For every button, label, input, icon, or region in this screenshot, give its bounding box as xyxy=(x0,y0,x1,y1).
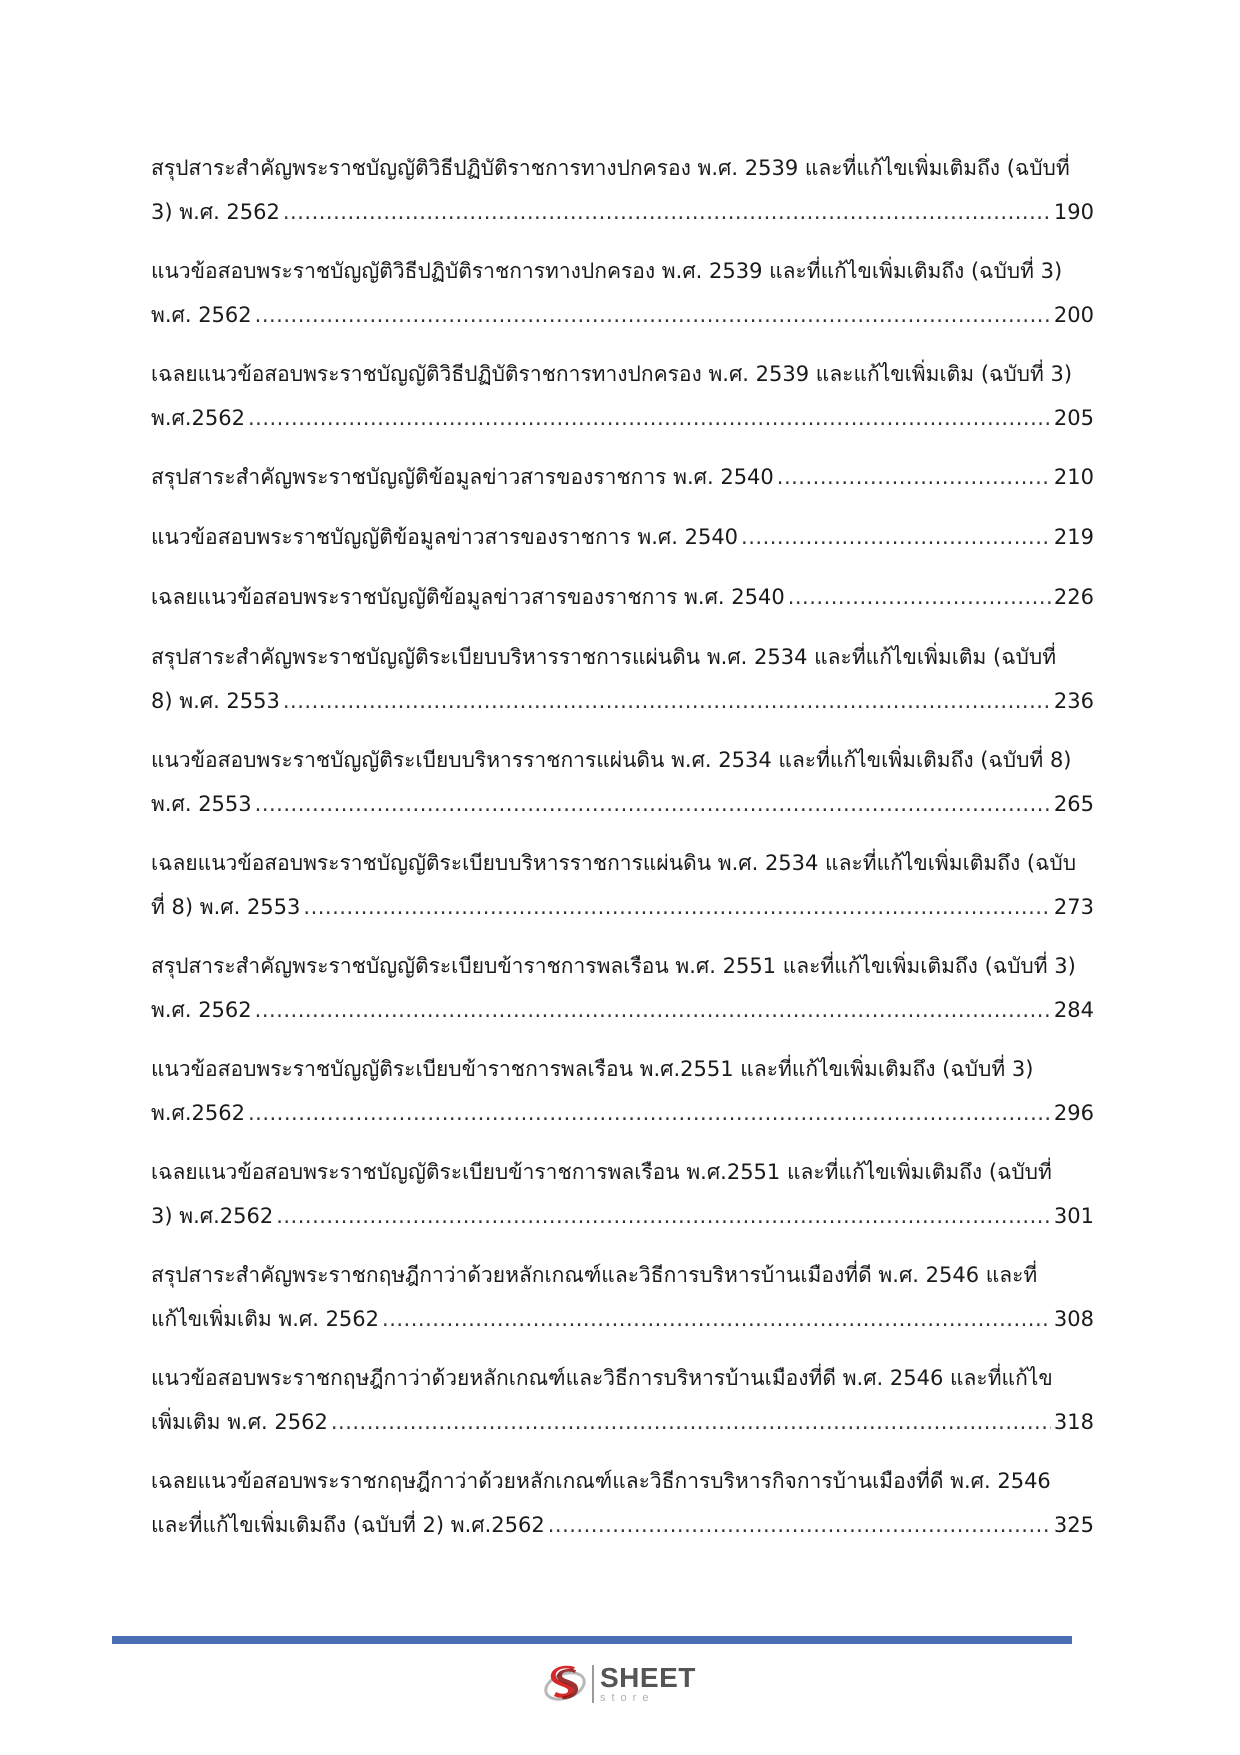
toc-entry-title: เฉลยแนวข้อสอบพระราชกฤษฎีกาว่าด้วยหลักเกณฑ์และวิธีการบริหารกิจการบ้านเมืองที่ดี พ.ศ. 2546 xyxy=(151,1469,1051,1493)
sheet-store-s-logo-icon xyxy=(542,1661,588,1707)
toc-entry-title-end: พ.ศ.2562 xyxy=(151,1101,245,1125)
toc-entry[interactable] xyxy=(151,944,1094,1032)
toc-entry[interactable] xyxy=(151,1047,1094,1135)
toc-entry-title-end: เพิ่มเติม พ.ศ. 2562 xyxy=(151,1410,328,1434)
logo-word: SHEET xyxy=(600,1662,696,1693)
toc-entry[interactable] xyxy=(151,455,1094,499)
toc-entry-last-line xyxy=(151,1400,1094,1444)
toc-page-number: 284 xyxy=(1053,998,1094,1022)
toc-entry[interactable] xyxy=(151,249,1094,337)
toc-entry-last-line xyxy=(151,575,1094,619)
toc-entry-title-end: ที่ 8) พ.ศ. 2553 xyxy=(151,895,301,919)
toc-entry[interactable] xyxy=(151,841,1094,929)
toc-entry[interactable] xyxy=(151,635,1094,723)
toc-entry-last-line xyxy=(151,190,1094,234)
toc-entry[interactable] xyxy=(151,352,1094,440)
toc-entry-title: เฉลยแนวข้อสอบพระราชบัญญัติระเบียบข้าราชการพลเรือน พ.ศ.2551 และที่แก้ไขเพิ่มเติมถึง (ฉบับที่ xyxy=(151,1160,1052,1184)
dot-leader xyxy=(303,885,1051,929)
toc-entry[interactable] xyxy=(151,738,1094,826)
dot-leader xyxy=(283,679,1051,723)
toc-entry-title-end: พ.ศ.2562 xyxy=(151,406,245,430)
sheet-store-logo xyxy=(542,1656,696,1712)
toc-page-number: 273 xyxy=(1053,895,1094,919)
dot-leader xyxy=(283,190,1051,234)
dot-leader xyxy=(255,293,1051,337)
toc-entry-title: เฉลยแนวข้อสอบพระราชบัญญัติวิธีปฏิบัติราชการทางปกครอง พ.ศ. 2539 และแก้ไขเพิ่มเติม (ฉบับที่ 3) xyxy=(151,362,1073,386)
toc-entry[interactable] xyxy=(151,1150,1094,1238)
toc-entry-title: แนวข้อสอบพระราชกฤษฎีกาว่าด้วยหลักเกณฑ์และวิธีการบริหารบ้านเมืองที่ดี พ.ศ. 2546 และที่แก้ไข xyxy=(151,1366,1053,1390)
toc-entry-title-end: และที่แก้ไขเพิ่มเติมถึง (ฉบับที่ 2) พ.ศ.2562 xyxy=(151,1513,545,1537)
logo-divider xyxy=(592,1665,594,1703)
toc-entry-last-line xyxy=(151,515,1094,559)
toc-page-number: 226 xyxy=(1053,585,1094,609)
toc-page-number: 219 xyxy=(1053,525,1094,549)
toc-page-number: 210 xyxy=(1053,465,1094,489)
dot-leader xyxy=(548,1503,1051,1547)
toc-entry[interactable] xyxy=(151,1356,1094,1444)
toc-page-number: 200 xyxy=(1053,303,1094,327)
toc-entry[interactable] xyxy=(151,515,1094,559)
dot-leader xyxy=(777,455,1051,499)
toc-entry-last-line xyxy=(151,396,1094,440)
toc-entry-title-end: พ.ศ. 2553 xyxy=(151,792,252,816)
toc-entry-title: แนวข้อสอบพระราชบัญญัติวิธีปฏิบัติราชการทางปกครอง พ.ศ. 2539 และที่แก้ไขเพิ่มเติมถึง (ฉบับที่ 3) xyxy=(151,259,1063,283)
toc-entry-title: สรุปสาระสำคัญพระราชบัญญัติวิธีปฏิบัติราชการทางปกครอง พ.ศ. 2539 และที่แก้ไขเพิ่มเติมถึง (ฉบับที่ xyxy=(151,156,1070,180)
toc-entry-title: แนวข้อสอบพระราชบัญญัติระเบียบบริหารราชการแผ่นดิน พ.ศ. 2534 และที่แก้ไขเพิ่มเติมถึง (ฉบับที่ 8) xyxy=(151,748,1072,772)
toc-entry[interactable] xyxy=(151,575,1094,619)
toc-entry-title: แนวข้อสอบพระราชบัญญัติระเบียบข้าราชการพลเรือน พ.ศ.2551 และที่แก้ไขเพิ่มเติมถึง (ฉบับที่ 3) xyxy=(151,1057,1034,1081)
toc-entry-title: แนวข้อสอบพระราชบัญญัติข้อมูลข่าวสารของราชการ พ.ศ. 2540 xyxy=(151,525,739,549)
toc-entry-title-end: 3) พ.ศ. 2562 xyxy=(151,200,280,224)
dot-leader xyxy=(255,782,1051,826)
logo-subtitle: store xyxy=(600,1692,655,1704)
toc-entry-last-line xyxy=(151,1297,1094,1341)
toc-entry-title: สรุปสาระสำคัญพระราชบัญญัติระเบียบข้าราชการพลเรือน พ.ศ. 2551 และที่แก้ไขเพิ่มเติมถึง (ฉบับที่ 3) xyxy=(151,954,1076,978)
toc-entry-title: เฉลยแนวข้อสอบพระราชบัญญัติระเบียบบริหารราชการแผ่นดิน พ.ศ. 2534 และที่แก้ไขเพิ่มเติมถึง (ฉบับ xyxy=(151,851,1077,875)
toc-entry-title: สรุปสาระสำคัญพระราชบัญญัติข้อมูลข่าวสารของราชการ พ.ศ. 2540 xyxy=(151,465,774,489)
toc-entry[interactable] xyxy=(151,1253,1094,1341)
dot-leader xyxy=(788,575,1051,619)
toc-entry-title-end: 8) พ.ศ. 2553 xyxy=(151,689,280,713)
toc-entry-last-line xyxy=(151,455,1094,499)
toc-entry[interactable] xyxy=(151,1459,1094,1547)
toc-entry-last-line xyxy=(151,1194,1094,1238)
toc-page-number: 318 xyxy=(1053,1410,1094,1434)
toc-entry-last-line xyxy=(151,988,1094,1032)
dot-leader xyxy=(382,1297,1051,1341)
toc-page-number: 205 xyxy=(1053,406,1094,430)
toc-entry-title: สรุปสาระสำคัญพระราชบัญญัติระเบียบบริหารราชการแผ่นดิน พ.ศ. 2534 และที่แก้ไขเพิ่มเติม (ฉบับที่ xyxy=(151,645,1057,669)
toc-entry-last-line xyxy=(151,293,1094,337)
toc-entry-title-end: แก้ไขเพิ่มเติม พ.ศ. 2562 xyxy=(151,1307,380,1331)
dot-leader xyxy=(331,1400,1051,1444)
toc-page-number: 296 xyxy=(1053,1101,1094,1125)
toc-page-number: 265 xyxy=(1053,792,1094,816)
toc-entry-last-line xyxy=(151,1503,1094,1547)
toc-entry-last-line xyxy=(151,679,1094,723)
toc-page-number: 301 xyxy=(1053,1204,1094,1228)
footer-divider xyxy=(112,1636,1072,1644)
toc-entry-title-end: พ.ศ. 2562 xyxy=(151,303,252,327)
toc-page-number: 325 xyxy=(1053,1513,1094,1537)
toc-entry-last-line xyxy=(151,885,1094,929)
toc-page-number: 190 xyxy=(1053,200,1094,224)
toc-page-number: 308 xyxy=(1053,1307,1094,1331)
table-of-contents xyxy=(151,146,1094,1562)
dot-leader xyxy=(741,515,1051,559)
logo-text xyxy=(600,1664,696,1704)
toc-entry-title-end: 3) พ.ศ.2562 xyxy=(151,1204,274,1228)
toc-entry-last-line xyxy=(151,782,1094,826)
toc-entry-title-end: พ.ศ. 2562 xyxy=(151,998,252,1022)
dot-leader xyxy=(255,988,1051,1032)
toc-entry-last-line xyxy=(151,1091,1094,1135)
toc-entry-title: สรุปสาระสำคัญพระราชกฤษฎีกาว่าด้วยหลักเกณฑ์และวิธีการบริหารบ้านเมืองที่ดี พ.ศ. 2546 และที่ xyxy=(151,1263,1038,1287)
dot-leader xyxy=(248,1091,1051,1135)
toc-entry-title: เฉลยแนวข้อสอบพระราชบัญญัติข้อมูลข่าวสารของราชการ พ.ศ. 2540 xyxy=(151,585,785,609)
dot-leader xyxy=(276,1194,1051,1238)
toc-entry[interactable] xyxy=(151,146,1094,234)
dot-leader xyxy=(248,396,1051,440)
toc-page-number: 236 xyxy=(1053,689,1094,713)
